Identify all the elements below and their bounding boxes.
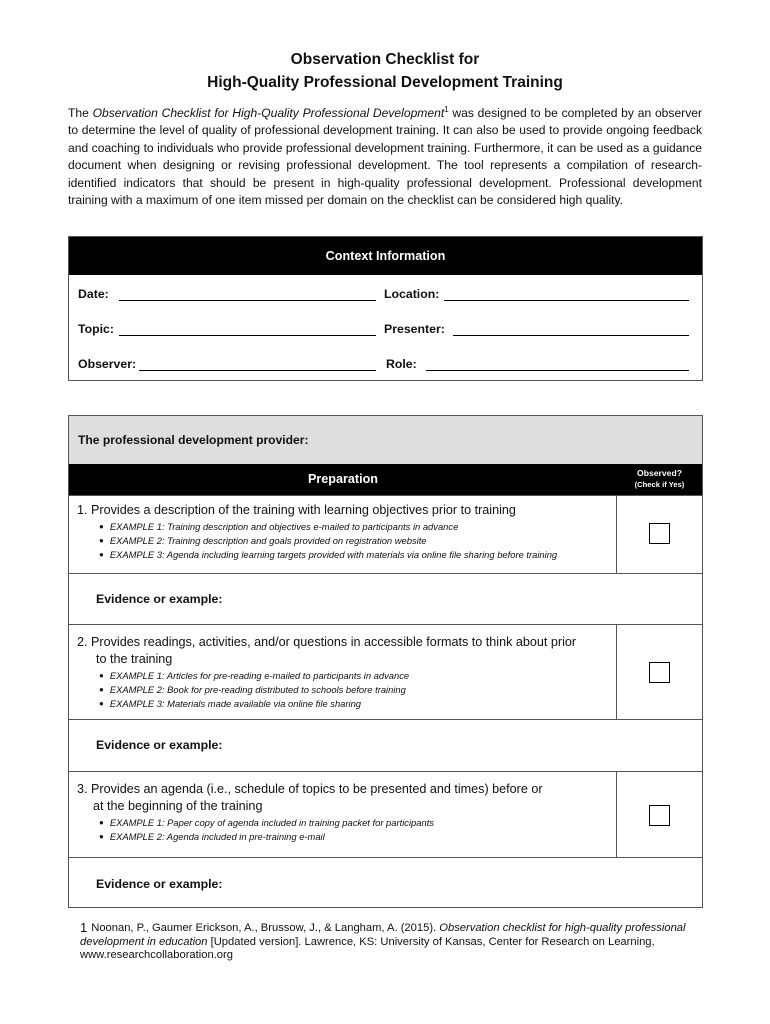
item-2-text-line1: 2. Provides readings, activities, and/or questions in accessible formats to think about prior bbox=[77, 635, 577, 649]
date-label: Date: bbox=[78, 287, 109, 301]
item-3-example-1: ● EXAMPLE 1: Paper copy of agenda included in training packet for participants bbox=[99, 816, 434, 831]
item-2-example-3: ● EXAMPLE 3: Materials made available via online file sharing bbox=[99, 697, 361, 712]
observed-header bbox=[617, 464, 702, 495]
item-1-text: 1. Provides a description of the training with learning objectives prior to training bbox=[77, 503, 516, 517]
location-field[interactable] bbox=[444, 300, 689, 301]
presenter-label: Presenter: bbox=[384, 322, 445, 336]
footnote bbox=[80, 920, 700, 963]
intro-paragraph bbox=[68, 105, 702, 209]
item-2-observed-checkbox[interactable] bbox=[649, 662, 670, 683]
item-3-evidence-label: Evidence or example: bbox=[96, 877, 223, 891]
page-title-line2: High-Quality Professional Development Training bbox=[207, 74, 563, 91]
footnote-title: Observation checklist for high-quality professional development in education bbox=[80, 922, 686, 948]
item-1-evidence-row[interactable] bbox=[69, 573, 702, 624]
item-1-example-1: ● EXAMPLE 1: Training description and objectives e-mailed to participants in advance bbox=[99, 520, 458, 535]
provider-label: The professional development provider: bbox=[69, 416, 702, 464]
item-3-text-line1: 3. Provides an agenda (i.e., schedule of topics to be presented and times) before or bbox=[77, 782, 543, 796]
intro-checklist-name: Observation Checklist for High-Quality Professional Development bbox=[92, 106, 445, 120]
checklist-item-2 bbox=[69, 624, 702, 719]
item-3-observed-checkbox[interactable] bbox=[649, 805, 670, 826]
observer-label: Observer: bbox=[78, 357, 137, 371]
date-field[interactable] bbox=[119, 300, 376, 301]
context-information-box bbox=[68, 236, 703, 381]
item-1-example-2: ● EXAMPLE 2: Training description and goals provided on registration website bbox=[99, 534, 427, 549]
item-3-text-line2: at the beginning of the training bbox=[93, 799, 263, 813]
observer-field[interactable] bbox=[139, 370, 376, 371]
footnote-rest: [Updated version]. Lawrence, KS: University of Kansas, Center for Research on Learning, www.researchcollaboration.org bbox=[80, 935, 655, 961]
observed-label: Observed? bbox=[637, 468, 682, 478]
item-3-evidence-row[interactable] bbox=[69, 857, 702, 908]
item-2-evidence-label: Evidence or example: bbox=[96, 738, 223, 752]
topic-field[interactable] bbox=[119, 335, 376, 336]
item-2-example-2: ● EXAMPLE 2: Book for pre-reading distributed to schools before training bbox=[99, 683, 406, 698]
location-label: Location: bbox=[384, 287, 440, 301]
topic-label: Topic: bbox=[78, 322, 114, 336]
preparation-heading: Preparation bbox=[69, 464, 617, 495]
intro-lead: The bbox=[68, 106, 93, 120]
checklist-item-3 bbox=[69, 771, 702, 857]
role-label: Role: bbox=[386, 357, 417, 371]
footnote-authors: Noonan, P., Gaumer Erickson, A., Brussow, J., & Langham, A. (2015). bbox=[91, 922, 440, 934]
item-1-evidence-label: Evidence or example: bbox=[96, 592, 223, 606]
footnote-mark: 1 bbox=[80, 920, 88, 935]
item-2-text-line2: to the training bbox=[96, 652, 173, 666]
item-3-example-2: ● EXAMPLE 2: Agenda included in pre-training e-mail bbox=[99, 830, 325, 845]
intro-footnote-mark: 1 bbox=[444, 104, 449, 114]
intro-body: was designed to be completed by an observer to determine the level of quality of professional development training. It can also be used to provide ongoing feedback and coaching to individuals who provide professional development training. Furthermore, it can be used as a guidance document when designing or revising professional development. The tool represents a compilation of research-identified indicators that should be present in high-quality professional development. Professional development training with a maximum of one item missed per domain on the checklist can be considered high quality. bbox=[68, 106, 702, 208]
item-1-example-3: ● EXAMPLE 3: Agenda including learning targets provided with materials via online file sharing before training bbox=[99, 548, 557, 563]
item-2-example-1: ● EXAMPLE 1: Articles for pre-reading e-mailed to participants in advance bbox=[99, 669, 409, 684]
checklist-box bbox=[68, 415, 703, 908]
checklist-item-1 bbox=[69, 495, 702, 573]
role-field[interactable] bbox=[426, 370, 689, 371]
page-title-line1: Observation Checklist for bbox=[290, 51, 480, 68]
item-2-evidence-row[interactable] bbox=[69, 719, 702, 771]
presenter-field[interactable] bbox=[453, 335, 689, 336]
observed-sublabel: (Check if Yes) bbox=[634, 480, 685, 489]
item-1-observed-checkbox[interactable] bbox=[649, 523, 670, 544]
context-heading: Context Information bbox=[69, 237, 702, 275]
